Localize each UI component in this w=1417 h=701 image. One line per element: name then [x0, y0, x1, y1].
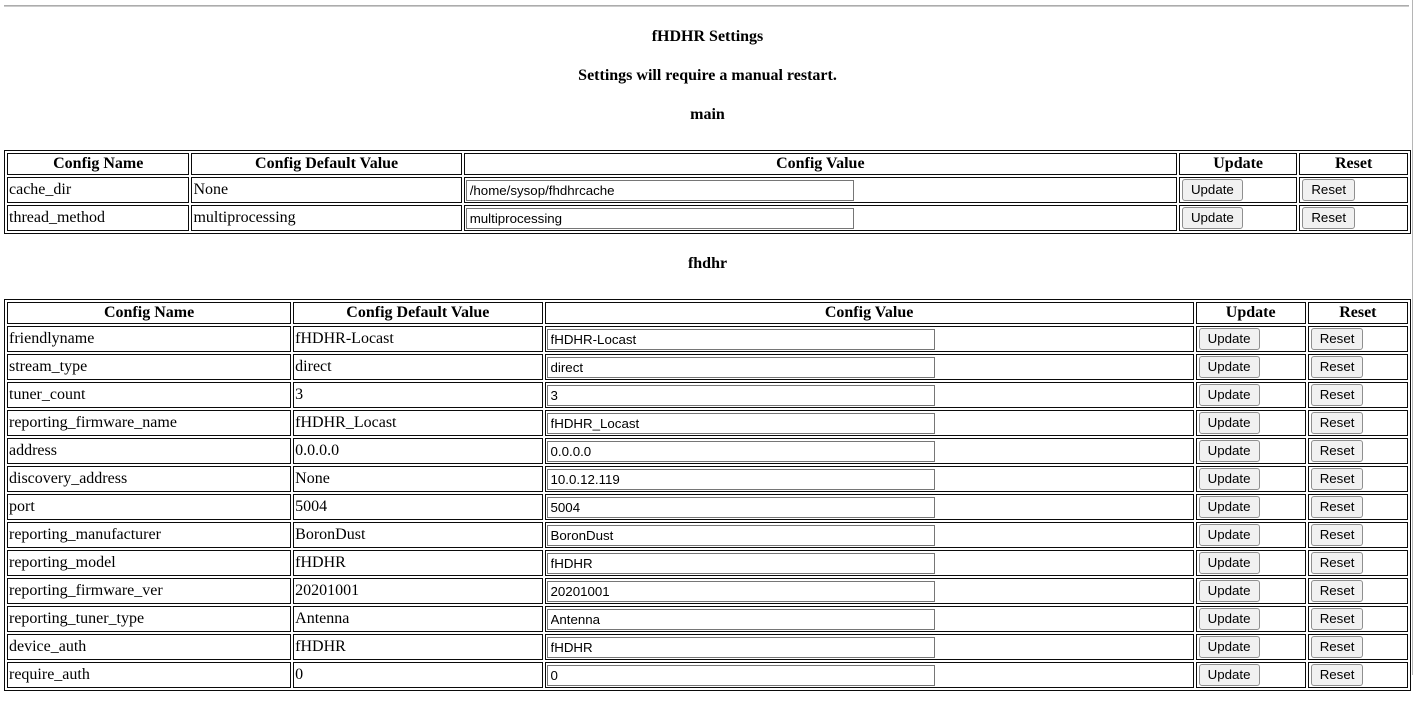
config-value-cell	[545, 382, 1194, 408]
config-name-cell: discovery_address	[7, 466, 291, 492]
update-button[interactable]: Update	[1199, 636, 1260, 658]
reset-cell	[1308, 382, 1408, 408]
config-value-cell	[545, 494, 1194, 520]
config-default-cell: fHDHR-Locast	[293, 326, 542, 352]
update-cell	[1196, 578, 1306, 604]
update-cell	[1196, 438, 1306, 464]
config-default-cell: multiprocessing	[191, 205, 461, 231]
config-value-input[interactable]	[547, 469, 935, 490]
column-header-config-name: Config Name	[7, 153, 189, 175]
update-cell	[1196, 662, 1306, 688]
reset-cell	[1308, 662, 1408, 688]
reset-button[interactable]: Reset	[1311, 636, 1364, 658]
config-value-input[interactable]	[547, 385, 935, 406]
config-default-cell: fHDHR	[293, 550, 542, 576]
reset-button[interactable]: Reset	[1311, 468, 1364, 490]
column-header-default-value: Config Default Value	[191, 153, 461, 175]
config-default-cell: Antenna	[293, 606, 542, 632]
reset-button[interactable]: Reset	[1311, 524, 1364, 546]
update-button[interactable]: Update	[1199, 468, 1260, 490]
config-value-input[interactable]	[547, 525, 935, 546]
config-value-input[interactable]	[547, 497, 935, 518]
config-name-cell: port	[7, 494, 291, 520]
config-value-input[interactable]	[547, 609, 935, 630]
update-cell	[1196, 522, 1306, 548]
update-cell	[1196, 410, 1306, 436]
reset-cell	[1308, 438, 1408, 464]
update-cell	[1179, 177, 1297, 203]
update-button[interactable]: Update	[1199, 608, 1260, 630]
config-row	[7, 578, 1408, 604]
settings-page	[4, 28, 1411, 691]
config-default-cell: 0	[293, 662, 542, 688]
column-header-update: Update	[1179, 153, 1297, 175]
config-value-input[interactable]	[547, 441, 935, 462]
config-value-cell	[545, 662, 1194, 688]
config-name-cell: reporting_model	[7, 550, 291, 576]
config-value-input[interactable]	[466, 208, 854, 229]
reset-button[interactable]: Reset	[1311, 552, 1364, 574]
config-row	[7, 522, 1408, 548]
config-row	[7, 606, 1408, 632]
config-value-cell	[545, 550, 1194, 576]
update-cell	[1196, 354, 1306, 380]
update-cell	[1196, 606, 1306, 632]
config-name-cell: friendlyname	[7, 326, 291, 352]
config-row	[7, 410, 1408, 436]
update-cell	[1196, 466, 1306, 492]
column-header-update: Update	[1196, 302, 1306, 324]
reset-button[interactable]: Reset	[1311, 356, 1364, 378]
config-value-cell	[545, 606, 1194, 632]
reset-cell	[1299, 177, 1408, 203]
update-button[interactable]: Update	[1199, 552, 1260, 574]
config-value-input[interactable]	[547, 665, 935, 686]
config-value-cell	[464, 177, 1177, 203]
column-header-config-value: Config Value	[464, 153, 1177, 175]
config-name-cell: require_auth	[7, 662, 291, 688]
config-table-fhdhr	[4, 299, 1411, 691]
config-default-cell: None	[293, 466, 542, 492]
config-default-cell: fHDHR	[293, 634, 542, 660]
config-row	[7, 382, 1408, 408]
reset-button[interactable]: Reset	[1311, 328, 1364, 350]
scrollbar-track	[1412, 0, 1417, 675]
header-row	[7, 302, 1408, 324]
config-name-cell: reporting_firmware_ver	[7, 578, 291, 604]
config-row	[7, 634, 1408, 660]
section-fhdhr	[4, 255, 1411, 691]
config-value-cell	[545, 578, 1194, 604]
config-value-input[interactable]	[547, 637, 935, 658]
reset-cell	[1308, 578, 1408, 604]
reset-cell	[1308, 606, 1408, 632]
config-default-cell: BoronDust	[293, 522, 542, 548]
page-subtitle: Settings will require a manual restart.	[4, 67, 1411, 85]
config-row	[7, 494, 1408, 520]
reset-cell	[1308, 326, 1408, 352]
update-cell	[1196, 550, 1306, 576]
update-button[interactable]: Update	[1199, 496, 1260, 518]
reset-button[interactable]: Reset	[1311, 608, 1364, 630]
update-cell	[1196, 382, 1306, 408]
update-button[interactable]: Update	[1199, 524, 1260, 546]
config-value-cell	[545, 634, 1194, 660]
config-value-input[interactable]	[547, 329, 935, 350]
config-row	[7, 662, 1408, 688]
config-row	[7, 326, 1408, 352]
config-name-cell: cache_dir	[7, 177, 189, 203]
section-title-fhdhr: fhdhr	[4, 255, 1411, 273]
config-row	[7, 438, 1408, 464]
config-row	[7, 205, 1408, 231]
config-name-cell: stream_type	[7, 354, 291, 380]
update-cell	[1179, 205, 1297, 231]
config-value-cell	[545, 326, 1194, 352]
section-main	[4, 106, 1411, 234]
config-default-cell: 5004	[293, 494, 542, 520]
config-name-cell: reporting_firmware_name	[7, 410, 291, 436]
update-cell	[1196, 326, 1306, 352]
config-name-cell: address	[7, 438, 291, 464]
config-table-main	[4, 150, 1411, 234]
reset-button[interactable]: Reset	[1311, 580, 1364, 602]
config-default-cell: None	[191, 177, 461, 203]
reset-cell	[1308, 354, 1408, 380]
reset-button[interactable]: Reset	[1311, 496, 1364, 518]
column-header-default-value: Config Default Value	[293, 302, 542, 324]
reset-cell	[1299, 205, 1408, 231]
column-header-config-value: Config Value	[545, 302, 1194, 324]
config-default-cell: fHDHR_Locast	[293, 410, 542, 436]
config-row	[7, 550, 1408, 576]
config-value-input[interactable]	[547, 553, 935, 574]
section-title-main: main	[4, 106, 1411, 124]
reset-button[interactable]: Reset	[1311, 664, 1364, 686]
top-divider	[4, 5, 1409, 7]
config-value-input[interactable]	[547, 357, 935, 378]
config-row	[7, 466, 1408, 492]
config-value-cell	[545, 522, 1194, 548]
column-header-reset: Reset	[1308, 302, 1408, 324]
update-button[interactable]: Update	[1199, 412, 1260, 434]
config-default-cell: 0.0.0.0	[293, 438, 542, 464]
column-header-config-name: Config Name	[7, 302, 291, 324]
reset-cell	[1308, 410, 1408, 436]
update-cell	[1196, 494, 1306, 520]
reset-cell	[1308, 550, 1408, 576]
config-default-cell: 20201001	[293, 578, 542, 604]
update-cell	[1196, 634, 1306, 660]
config-name-cell: thread_method	[7, 205, 189, 231]
config-name-cell: tuner_count	[7, 382, 291, 408]
config-value-cell	[464, 205, 1177, 231]
update-button[interactable]: Update	[1182, 207, 1243, 229]
reset-button[interactable]: Reset	[1311, 384, 1364, 406]
update-button[interactable]: Update	[1199, 356, 1260, 378]
reset-button[interactable]: Reset	[1311, 440, 1364, 462]
reset-button[interactable]: Reset	[1302, 179, 1355, 201]
table-body-main	[7, 177, 1408, 231]
update-button[interactable]: Update	[1199, 664, 1260, 686]
config-row	[7, 354, 1408, 380]
config-value-cell	[545, 466, 1194, 492]
update-button[interactable]: Update	[1199, 580, 1260, 602]
config-value-input[interactable]	[547, 581, 935, 602]
table-body-fhdhr	[7, 326, 1408, 688]
config-value-input[interactable]	[466, 180, 854, 201]
reset-button[interactable]: Reset	[1311, 412, 1364, 434]
reset-cell	[1308, 522, 1408, 548]
config-name-cell: reporting_tuner_type	[7, 606, 291, 632]
config-name-cell: device_auth	[7, 634, 291, 660]
reset-cell	[1308, 634, 1408, 660]
config-value-cell	[545, 410, 1194, 436]
reset-cell	[1308, 466, 1408, 492]
update-button[interactable]: Update	[1199, 440, 1260, 462]
update-button[interactable]: Update	[1199, 328, 1260, 350]
config-value-cell	[545, 354, 1194, 380]
column-header-reset: Reset	[1299, 153, 1408, 175]
config-default-cell: 3	[293, 382, 542, 408]
config-name-cell: reporting_manufacturer	[7, 522, 291, 548]
config-row	[7, 177, 1408, 203]
reset-button[interactable]: Reset	[1302, 207, 1355, 229]
config-default-cell: direct	[293, 354, 542, 380]
config-value-cell	[545, 438, 1194, 464]
header-row	[7, 153, 1408, 175]
config-value-input[interactable]	[547, 413, 935, 434]
page-title: fHDHR Settings	[4, 28, 1411, 46]
update-button[interactable]: Update	[1199, 384, 1260, 406]
reset-cell	[1308, 494, 1408, 520]
update-button[interactable]: Update	[1182, 179, 1243, 201]
